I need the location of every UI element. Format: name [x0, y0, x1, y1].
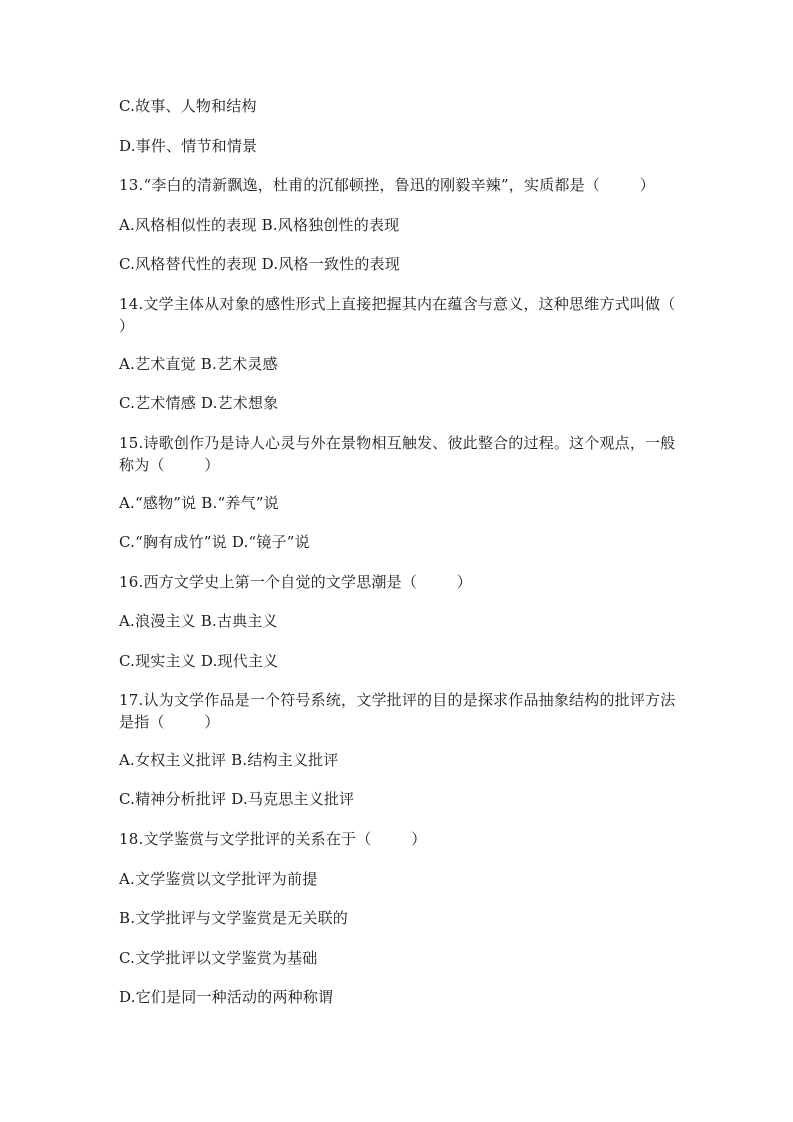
- option-line: A.浪漫主义 B.古典主义: [119, 612, 278, 630]
- option-line: A.艺术直觉 B.艺术灵感: [119, 355, 278, 373]
- option-line: B.文学批评与文学鉴赏是无关联的: [119, 909, 348, 927]
- option-line: C.文学批评以文学鉴赏为基础: [119, 949, 318, 967]
- option-line: A.风格相似性的表现 B.风格独创性的表现: [119, 216, 400, 234]
- option-line: A.“感物”说 B.“养气”说: [119, 494, 279, 512]
- option-line: A.文学鉴赏以文学批评为前提: [119, 870, 318, 888]
- option-line: C.“胸有成竹”说 D.“镜子”说: [119, 533, 310, 551]
- option-line: C.风格替代性的表现 D.风格一致性的表现: [119, 255, 400, 273]
- option-line: C.精神分析批评 D.马克思主义批评: [119, 790, 355, 808]
- question-16: 16.西方文学史上第一个自觉的文学思潮是（ ）: [119, 573, 473, 591]
- question-14: 14.文学主体从对象的感性形式上直接把握其内在蕴含与意义，这种思维方式叫做（ ）: [119, 295, 716, 335]
- question-15: 15.诗歌创作乃是诗人心灵与外在景物相互触发、彼此整合的过程。这个观点，一般称为（ ）: [119, 434, 676, 474]
- question-17: 17.认为文学作品是一个符号系统，文学批评的目的是探求作品抽象结构的批评方法是指（ ）: [119, 691, 676, 731]
- option-line: C.艺术情感 D.艺术想象: [119, 394, 279, 412]
- option-line: A.女权主义批评 B.结构主义批评: [119, 751, 339, 769]
- question-18: 18.文学鉴赏与文学批评的关系在于（ ）: [119, 830, 427, 848]
- option-line: C.现实主义 D.现代主义: [119, 652, 279, 670]
- option-line: C.故事、人物和结构: [119, 97, 257, 115]
- question-13: 13.“李白的清新飘逸，杜甫的沉郁顿挫，鲁迅的刚毅辛辣”，实质都是（ ）: [119, 176, 655, 194]
- option-line: D.它们是同一种活动的两种称谓: [119, 988, 334, 1006]
- option-line: D.事件、情节和情景: [119, 137, 258, 155]
